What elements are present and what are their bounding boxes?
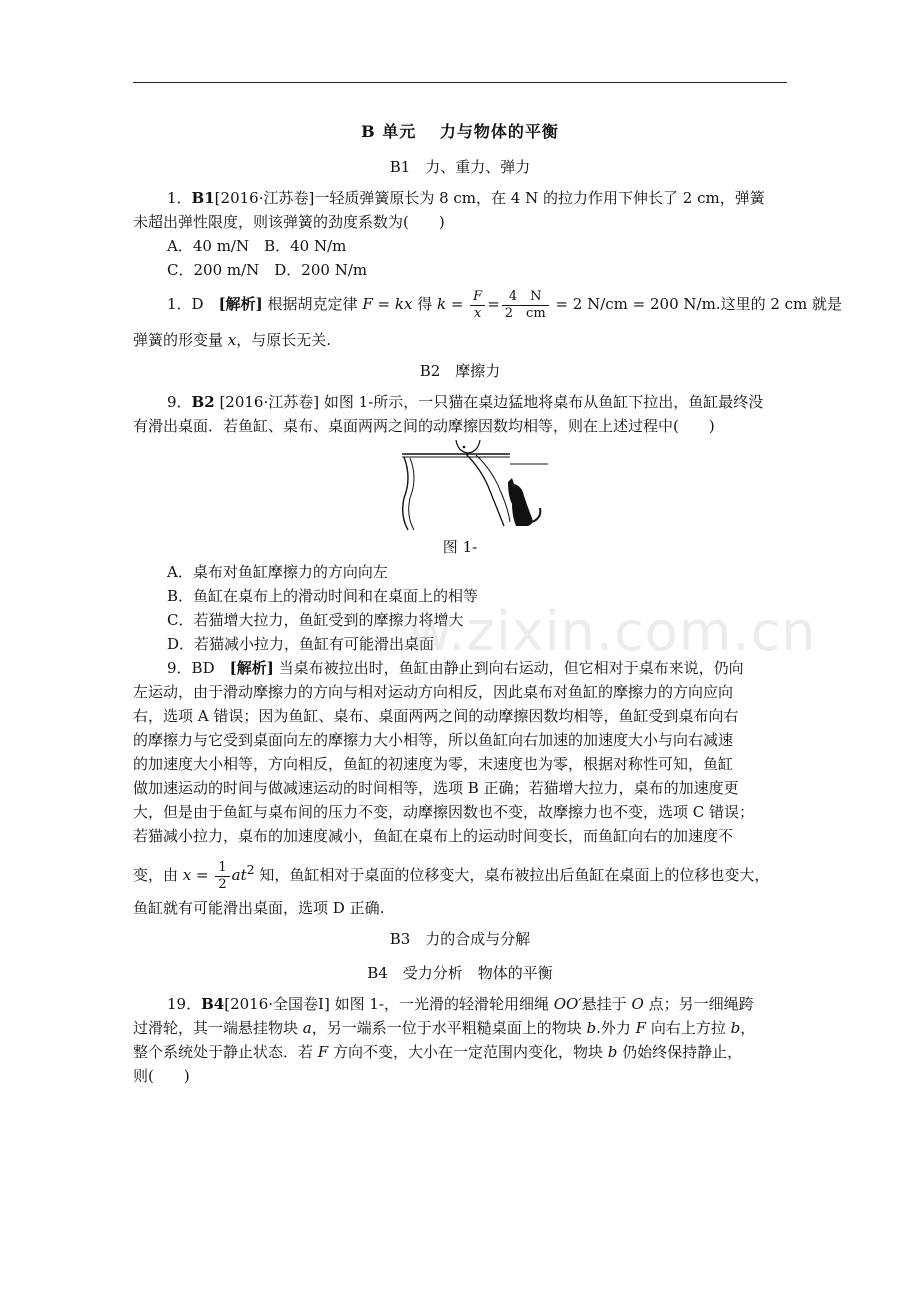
- q1-answer-line1: [133, 286, 843, 322]
- q19-line4: 则( ): [133, 1067, 190, 1085]
- q1-line2: 未超出弹性限度，则该弹簧的劲度系数为( ): [133, 213, 445, 231]
- frac-den: 2 cm: [504, 305, 546, 321]
- var-O: O: [631, 995, 644, 1013]
- eq: =: [191, 866, 214, 884]
- text: 知，鱼缸相对于桌面的位移变大，桌布被拉出后鱼缸在桌面上的位移也变大，: [254, 866, 770, 884]
- var-a: a: [302, 1019, 312, 1037]
- var-k: k: [436, 295, 447, 313]
- text: 变，由: [133, 866, 183, 884]
- text: 点；另一细绳跨: [643, 995, 754, 1013]
- text: 过滑轮，其一端悬挂物块: [133, 1019, 303, 1037]
- eq: =: [446, 295, 469, 313]
- eq: =: [372, 295, 395, 313]
- q9-answer-line8: 若猫减小拉力，桌布的加速度减小，鱼缸在桌布上的运动时间变长，而鱼缸向右的加速度不: [133, 827, 734, 845]
- q9-line1: [133, 390, 787, 414]
- text: ，另一端系一位于水平粗糙桌面上的物块: [311, 1019, 587, 1037]
- q9-tag: B2: [191, 393, 215, 411]
- var-F: F: [317, 1043, 329, 1061]
- section-b1-heading: B1 力、重力、弹力: [389, 158, 531, 176]
- q9-option-b: B．鱼缸在桌布上的滑动时间和在桌面上的相等: [167, 587, 479, 605]
- text: ，: [740, 1019, 756, 1037]
- frac-num: 1: [215, 860, 229, 877]
- fraction-F-over-x: [470, 289, 485, 322]
- q9-answer-line5: 的加速度大小相等，方向相反，鱼缸的初速度为零，末速度也为零，根据对称性可知，鱼缸: [133, 755, 734, 773]
- q9-answer-line6: 做加速运动的时间与做减速运动的时间相等，选项 B 正确；若猫增大拉力，桌布的加速度更: [133, 779, 739, 797]
- q9-answer-line3: 右，选项 A 错误；因为鱼缸、桌布、桌面两两之间的动摩擦因数均相等，鱼缸受到桌布向右: [133, 707, 739, 725]
- q1-options-cd: C．200 m/N D．200 N/m: [167, 261, 368, 279]
- var-F: F: [362, 295, 373, 313]
- q9-answer-line4: 的摩擦力与它受到桌面向左的摩擦力大小相等，所以鱼缸向右加速的加速度大小与向右减速: [133, 731, 734, 749]
- cat-tail: [532, 508, 540, 522]
- table-leg: [403, 457, 408, 530]
- superscript: 2: [246, 862, 255, 877]
- q9-answer-text: 当桌布被拉出时，鱼缸由静止到向右运动，但它相对于桌布来说，仍向: [273, 659, 744, 677]
- q19-line1: [133, 992, 787, 1016]
- var-b: b: [730, 1019, 741, 1037]
- text: 悬挂于: [581, 995, 632, 1013]
- eq: =: [487, 295, 500, 313]
- q9-answer-number: 9．BD: [167, 659, 230, 677]
- q9-option-d: D．若猫减小拉力，鱼缸有可能滑出桌面: [167, 635, 435, 653]
- q1-tag: B1: [191, 189, 215, 207]
- q1-answer-text: 根据胡克定律: [262, 295, 363, 313]
- q19-number: 19．: [167, 995, 202, 1013]
- q9-source: [2016·江苏卷]: [214, 393, 320, 411]
- q9-number: 9．: [167, 393, 192, 411]
- var-kx: kx: [394, 295, 413, 313]
- q1-line1: [133, 186, 787, 210]
- cat-tablecloth-figure: [400, 438, 550, 534]
- var-x: x: [182, 866, 192, 884]
- q9-figure-caption: 图 1-: [442, 538, 478, 556]
- text: 方向不变，大小在一定范围内变化，物块: [328, 1043, 608, 1061]
- section-b4-heading: B4 受力分析 物体的平衡: [367, 964, 553, 982]
- frac-den: x: [474, 305, 482, 321]
- q9-analysis-tag: [解析]: [229, 659, 274, 677]
- q1-analysis-tag: [解析]: [218, 295, 263, 313]
- fraction-one-half: [215, 860, 229, 893]
- table-leg-inner: [409, 458, 414, 530]
- fraction-4N-over-2cm: [502, 289, 549, 322]
- frac-num: 4 N: [502, 289, 549, 306]
- q9-answer-line2: 左运动，由于滑动摩擦力的方向与相对运动方向相反，因此桌布对鱼缸的摩擦力的方向应向: [133, 683, 734, 701]
- watermark: w.zixin.com.cn: [408, 600, 817, 663]
- text: .外力: [596, 1019, 636, 1037]
- var-OO: OO′: [553, 995, 582, 1013]
- text: 仍始终保持静止，: [617, 1043, 743, 1061]
- q1-answer-line2: [133, 328, 787, 352]
- var-b: b: [586, 1019, 597, 1037]
- tablecloth-fold: [476, 455, 510, 522]
- q19-line2: [133, 1016, 787, 1040]
- q9-option-a: A．桌布对鱼缸摩擦力的方向向左: [167, 563, 388, 581]
- unit-title: B 单元 力与物体的平衡: [361, 122, 559, 141]
- q1-text: 一轻质弹簧原长为 8 cm，在 4 N 的拉力作用下伸长了 2 cm，弹簧: [314, 189, 765, 207]
- text: 得: [412, 295, 437, 313]
- fish-dot: [463, 446, 466, 449]
- q19-source: [2016·全国卷Ⅰ]: [224, 995, 330, 1013]
- q1-options-ab: A．40 m/N B．40 N/m: [167, 237, 347, 255]
- q9-answer-line7: 大，但是由于鱼缸与桌布间的压力不变，动摩擦因数也不变，故摩擦力也不变，选项 C 错误；: [133, 803, 755, 821]
- q9-answer-line9: [133, 852, 787, 893]
- q19-tag: B4: [201, 995, 225, 1013]
- text: 弹簧的形变量: [133, 331, 228, 349]
- q1-answer-number: 1．D: [167, 295, 219, 313]
- var-b: b: [607, 1043, 618, 1061]
- text: 如图 1-，一光滑的轻滑轮用细绳: [329, 995, 554, 1013]
- text: ，与原长无关.: [236, 331, 332, 349]
- q9-line2: 有滑出桌面．若鱼缸、桌布、桌面两两之间的动摩擦因数均相等，则在上述过程中( ): [133, 417, 715, 435]
- q1-source: [2016·江苏卷]: [214, 189, 315, 207]
- q1-number: 1．: [167, 189, 192, 207]
- cat-silhouette: [508, 478, 533, 526]
- q1-answer-result: = 2 N/cm = 200 N/m.这里的 2 cm 就是: [550, 295, 843, 313]
- q19-line3: [133, 1040, 787, 1064]
- text: 向右上方拉: [646, 1019, 731, 1037]
- q9-option-c: C．若猫增大拉力，鱼缸受到的摩擦力将增大: [167, 611, 464, 629]
- fish-tank-shape: [456, 440, 480, 453]
- var-x: x: [227, 331, 237, 349]
- q9-answer-line10: 鱼缸就有可能滑出桌面，选项 D 正确.: [133, 899, 385, 917]
- section-b3-heading: B3 力的合成与分解: [389, 930, 531, 948]
- frac-den: 2: [218, 876, 227, 892]
- var-at: at: [231, 866, 247, 884]
- text: 整个系统处于静止状态．若: [133, 1043, 318, 1061]
- var-F: F: [635, 1019, 647, 1037]
- section-b2-heading: B2 摩擦力: [419, 362, 501, 380]
- header-rule: [133, 82, 787, 83]
- q9-text: 如图 1-所示，一只猫在桌边猛地将桌布从鱼缸下拉出，鱼缸最终没: [319, 393, 764, 411]
- frac-num: F: [470, 289, 485, 306]
